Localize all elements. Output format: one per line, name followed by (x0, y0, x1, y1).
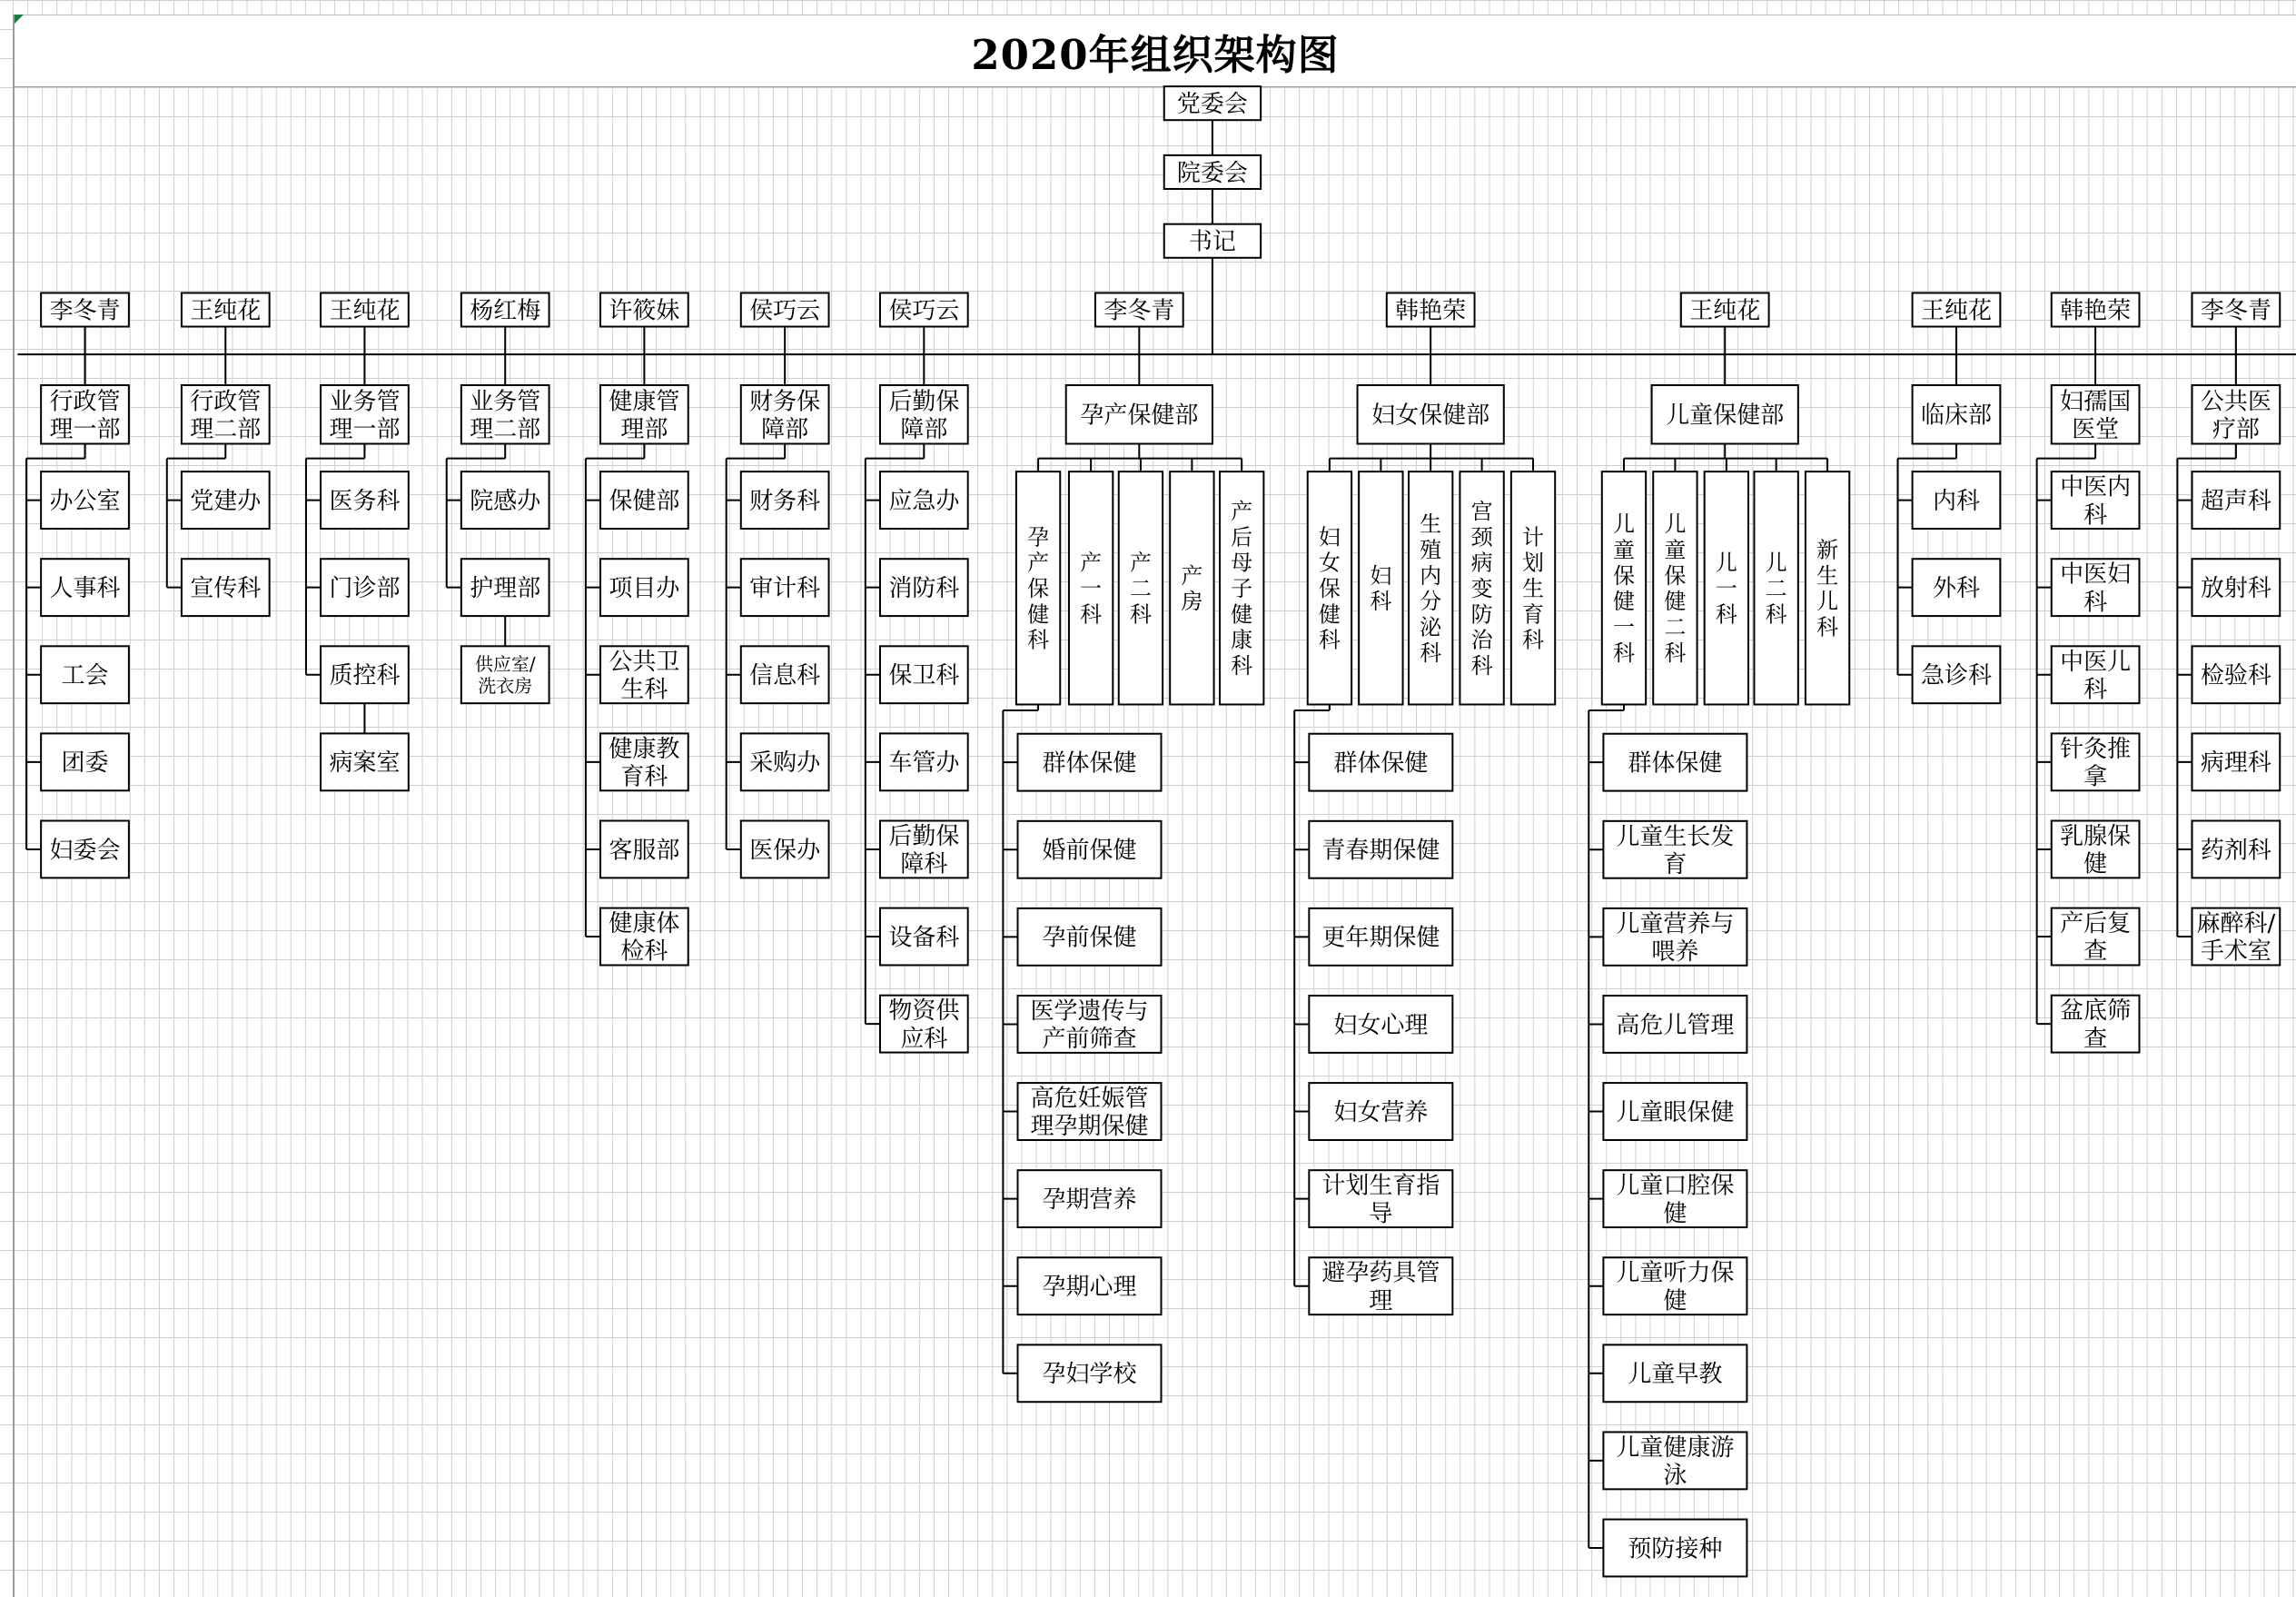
unit-node (2052, 559, 2140, 616)
service-node (1018, 1170, 1162, 1227)
unit-node (741, 821, 829, 878)
node-label: 医务科 (329, 487, 401, 515)
node-label: 财务保障部 (749, 388, 821, 443)
node-label: 杨红梅 (470, 297, 541, 325)
node-label: 财务科 (749, 487, 821, 515)
unit-node (741, 733, 829, 790)
node-label: 行政管理一部 (49, 388, 121, 443)
department-node (321, 385, 409, 443)
unit-node (2052, 821, 2140, 878)
unit-node (2192, 908, 2281, 966)
node-label: 儿童早教 (1628, 1361, 1723, 1389)
node-label: 儿童保健部 (1666, 402, 1785, 430)
node-label: 预防接种 (1628, 1535, 1723, 1563)
leader-node (2192, 293, 2281, 326)
node-label: 孕产保健部 (1080, 402, 1199, 430)
leader-node (600, 293, 688, 326)
node-label: 儿童健康游泳 (1616, 1433, 1735, 1490)
department-node (741, 385, 829, 443)
unit-node (880, 821, 968, 878)
unit-node (41, 471, 129, 529)
node-label: 公共卫生科 (609, 648, 680, 704)
unit-node (741, 471, 829, 529)
sub-department-node (1754, 471, 1797, 704)
node-label: 宫颈病变防治科 (1470, 498, 1493, 679)
department-node (1913, 385, 2001, 443)
top-chain-node (1164, 86, 1261, 120)
node-label: 超声科 (2200, 487, 2271, 515)
node-label: 业务管理一部 (329, 388, 401, 443)
sub-department-node (1308, 471, 1351, 704)
node-label: 妇女保健科 (1318, 524, 1341, 653)
department-node (41, 385, 129, 443)
node-label: 妇女营养 (1333, 1098, 1429, 1126)
unit-node (880, 996, 968, 1053)
leader-node (1681, 293, 1769, 326)
node-label: 王纯花 (1689, 297, 1761, 325)
top-chain-node (1164, 155, 1261, 189)
node-label: 妇女保健部 (1371, 402, 1490, 430)
node-label: 韩艳荣 (1395, 297, 1467, 325)
node-label: 妇委会 (49, 837, 121, 865)
node-label: 质控科 (329, 662, 401, 690)
service-node (1309, 1083, 1452, 1140)
service-node (1603, 1083, 1747, 1140)
node-label: 儿童眼保健 (1616, 1098, 1735, 1126)
node-label: 高危妊娠管理孕期保健 (1030, 1085, 1149, 1141)
node-label: 侯巧云 (888, 297, 960, 325)
unit-node (600, 733, 688, 790)
node-label: 护理部 (470, 575, 541, 603)
node-label: 应急办 (888, 487, 960, 515)
service-node (1018, 1083, 1162, 1140)
service-node (1603, 1432, 1747, 1489)
node-label: 婚前保健 (1042, 837, 1137, 865)
node-label: 孕期营养 (1042, 1185, 1137, 1214)
service-node (1603, 1520, 1747, 1577)
unit-node (600, 471, 688, 529)
unit-node (41, 821, 129, 878)
unit-node (2052, 908, 2140, 966)
unit-node (41, 733, 129, 790)
node-label: 许筱妹 (609, 297, 680, 325)
leader-node (1095, 293, 1183, 326)
node-label: 中医妇科 (2060, 560, 2132, 617)
node-label: 健康管理部 (609, 388, 680, 443)
node-label: 李冬青 (49, 297, 121, 325)
service-node (1018, 1257, 1162, 1314)
unit-node (880, 559, 968, 616)
leader-node (182, 293, 270, 326)
unit-node (461, 471, 549, 529)
node-label: 放射科 (2200, 575, 2271, 603)
subunit-node (461, 646, 549, 703)
node-label: 中医儿科 (2060, 648, 2132, 704)
node-label: 信息科 (749, 662, 821, 690)
node-label: 王纯花 (329, 297, 401, 325)
node-label: 计划生育科 (1522, 524, 1545, 653)
node-label: 保卫科 (888, 662, 960, 690)
unit-node (2192, 559, 2281, 616)
node-label: 人事科 (49, 575, 121, 603)
sub-department-node (1409, 471, 1452, 704)
node-label: 儿童生长发育 (1616, 823, 1735, 878)
sub-department-node (1602, 471, 1646, 704)
node-label: 群体保健 (1628, 749, 1723, 778)
node-label: 生殖内分泌科 (1420, 511, 1442, 666)
node-label: 妇孺国医堂 (2060, 388, 2132, 443)
unit-node (600, 908, 688, 966)
sub-department-node (1806, 471, 1849, 704)
node-label: 检验科 (2200, 662, 2271, 690)
node-label: 妇科 (1370, 562, 1392, 615)
unit-node (321, 646, 409, 703)
department-node (1358, 385, 1504, 443)
unit-node (600, 559, 688, 616)
leader-node (461, 293, 549, 326)
service-node (1603, 734, 1747, 791)
service-node (1603, 996, 1747, 1053)
node-label: 乳腺保健 (2060, 822, 2132, 878)
leader-node (1913, 293, 2001, 326)
unit-node (880, 471, 968, 529)
node-label: 产一科 (1080, 550, 1103, 628)
node-label: 院感办 (470, 487, 541, 515)
sub-department-node (1705, 471, 1748, 704)
node-label: 病理科 (2200, 749, 2271, 778)
node-label: 设备科 (888, 924, 960, 952)
service-node (1309, 821, 1452, 878)
node-label: 公共医疗部 (2200, 388, 2271, 443)
service-node (1603, 908, 1747, 966)
unit-node (2192, 646, 2281, 703)
sub-department-node (1069, 471, 1113, 704)
unit-node (2192, 733, 2281, 790)
unit-node (880, 908, 968, 966)
node-label: 孕产保健科 (1027, 524, 1050, 653)
sub-department-node (1119, 471, 1163, 704)
chart-title: 2020年组织架构图 (971, 30, 1340, 79)
leader-node (2052, 293, 2140, 326)
node-label: 业务管理二部 (470, 388, 541, 443)
node-label: 李冬青 (1103, 297, 1175, 325)
node-label: 医保办 (749, 837, 821, 865)
service-node (1309, 908, 1452, 966)
node-label: 团委 (61, 749, 109, 778)
node-label: 避孕药具管理 (1321, 1259, 1440, 1315)
node-label: 医学遗传与产前筛查 (1030, 997, 1149, 1054)
node-label: 孕期心理 (1042, 1274, 1137, 1302)
department-node (1066, 385, 1212, 443)
node-label: 高危儿管理 (1616, 1011, 1735, 1039)
node-label: 孕妇学校 (1042, 1361, 1137, 1389)
unit-node (2192, 471, 2281, 529)
node-label: 王纯花 (190, 297, 262, 325)
node-label: 儿童保健二科 (1664, 511, 1687, 666)
service-node (1018, 908, 1162, 966)
node-label: 采购办 (749, 749, 821, 778)
unit-node (2192, 821, 2281, 878)
node-label: 药剂科 (2200, 837, 2271, 865)
node-label: 车管办 (888, 749, 960, 778)
node-label: 李冬青 (2200, 297, 2271, 325)
service-node (1603, 1257, 1747, 1314)
department-node (880, 385, 968, 443)
node-label: 内科 (1932, 487, 1980, 515)
unit-node (321, 471, 409, 529)
unit-node (2052, 733, 2140, 790)
node-label: 消防科 (888, 575, 960, 603)
node-label: 客服部 (609, 837, 680, 865)
leader-node (880, 293, 968, 326)
department-node (461, 385, 549, 443)
node-label: 供应室/洗衣房 (474, 653, 536, 697)
department-node (2192, 385, 2281, 443)
service-node (1309, 1170, 1452, 1227)
service-node (1018, 821, 1162, 878)
node-label: 宣传科 (190, 575, 262, 603)
node-label: 审计科 (749, 575, 821, 603)
sub-department-node (1511, 471, 1555, 704)
department-node (182, 385, 270, 443)
node-label: 儿童保健一科 (1612, 511, 1635, 666)
node-label: 党委会 (1176, 91, 1248, 119)
unit-node (2052, 646, 2140, 703)
node-label: 后勤保障部 (888, 388, 960, 443)
node-label: 健康教育科 (609, 735, 680, 791)
node-label: 群体保健 (1333, 749, 1429, 778)
node-label: 儿一科 (1715, 550, 1737, 628)
unit-node (182, 471, 270, 529)
unit-node (600, 646, 688, 703)
node-label: 儿二科 (1765, 550, 1787, 628)
service-node (1603, 1170, 1747, 1227)
node-label: 新生儿科 (1816, 537, 1839, 640)
node-label: 侯巧云 (749, 297, 821, 325)
sub-department-node (1220, 471, 1263, 704)
unit-node (321, 559, 409, 616)
node-label: 麻醉科/手术室 (2196, 910, 2276, 966)
unit-node (1913, 646, 2001, 703)
department-node (2052, 385, 2140, 443)
service-node (1309, 734, 1452, 791)
department-node (1652, 385, 1798, 443)
node-label: 产后母子健康科 (1231, 498, 1253, 679)
node-label: 党建办 (190, 487, 262, 515)
top-chain-node (1164, 224, 1261, 258)
unit-node (880, 646, 968, 703)
unit-node (600, 821, 688, 878)
node-label: 门诊部 (329, 575, 401, 603)
leader-node (1387, 293, 1475, 326)
node-label: 青春期保健 (1321, 837, 1440, 865)
node-label: 产二科 (1129, 550, 1152, 628)
unit-node (41, 646, 129, 703)
node-label: 群体保健 (1042, 749, 1137, 778)
unit-node (182, 559, 270, 616)
unit-node (2052, 471, 2140, 529)
unit-node (1913, 559, 2001, 616)
node-label: 办公室 (49, 487, 121, 515)
sub-department-node (1170, 471, 1213, 704)
node-label: 病案室 (329, 749, 401, 778)
node-label: 产房 (1181, 562, 1203, 615)
node-label: 妇女心理 (1333, 1011, 1429, 1039)
unit-node (2052, 996, 2140, 1053)
subunit-node (321, 733, 409, 790)
node-label: 盆底筛查 (2060, 997, 2132, 1053)
node-label: 健康体检科 (609, 910, 680, 966)
node-label: 儿童听力保健 (1616, 1259, 1735, 1315)
node-label: 儿童口腔保健 (1616, 1172, 1735, 1228)
leader-node (321, 293, 409, 326)
unit-node (741, 646, 829, 703)
node-label: 计划生育指导 (1321, 1172, 1440, 1228)
node-label: 院委会 (1176, 159, 1248, 187)
service-node (1018, 734, 1162, 791)
node-label: 产后复查 (2060, 910, 2132, 966)
node-label: 外科 (1932, 575, 1980, 603)
unit-node (880, 733, 968, 790)
node-label: 物资供应科 (888, 997, 960, 1053)
service-node (1603, 1344, 1747, 1402)
node-label: 王纯花 (1920, 297, 1992, 325)
unit-node (741, 559, 829, 616)
node-label: 针灸推拿 (2060, 735, 2132, 791)
unit-node (1913, 471, 2001, 529)
node-label: 急诊科 (1920, 662, 1992, 690)
node-label: 韩艳荣 (2060, 297, 2132, 325)
leader-node (741, 293, 829, 326)
leader-node (41, 293, 129, 326)
sub-department-node (1016, 471, 1060, 704)
service-node (1309, 996, 1452, 1053)
node-label: 后勤保障科 (888, 822, 960, 878)
node-label: 儿童营养与喂养 (1616, 910, 1735, 967)
service-node (1018, 1344, 1162, 1402)
node-label: 孕前保健 (1042, 924, 1137, 952)
sub-department-node (1460, 471, 1503, 704)
node-label: 行政管理二部 (190, 388, 262, 443)
service-node (1018, 996, 1162, 1053)
service-node (1309, 1257, 1452, 1314)
node-label: 保健部 (609, 487, 680, 515)
node-label: 中医内科 (2060, 473, 2132, 530)
node-label: 工会 (61, 662, 109, 690)
node-label: 书记 (1188, 228, 1236, 256)
sub-department-node (1653, 471, 1697, 704)
node-label: 临床部 (1920, 402, 1992, 430)
node-label: 更年期保健 (1321, 924, 1440, 952)
sub-department-node (1359, 471, 1402, 704)
node-label: 项目办 (609, 575, 680, 603)
service-node (1603, 821, 1747, 878)
unit-node (41, 559, 129, 616)
unit-node (461, 559, 549, 616)
department-node (600, 385, 688, 443)
